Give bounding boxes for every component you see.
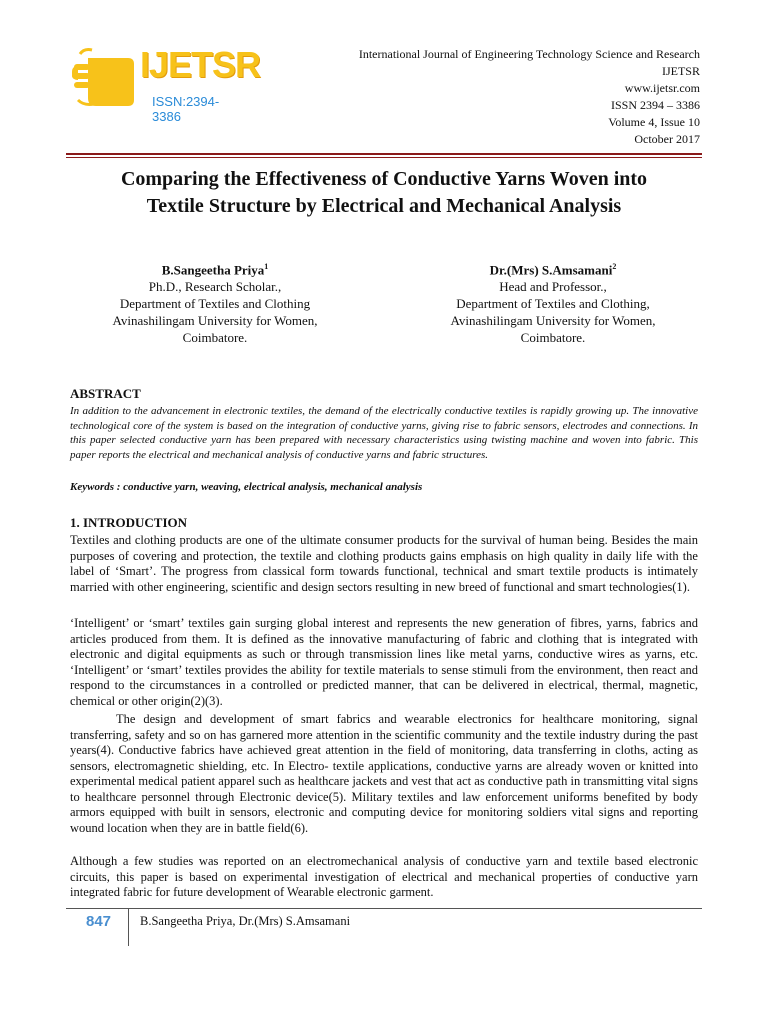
keywords: Keywords : conductive yarn, weaving, electrical analysis, mechanical analysis	[70, 481, 423, 493]
author-city: Coimbatore.	[520, 330, 586, 346]
author-name: B.Sangeetha Priya$^1$	[161, 262, 269, 278]
author-block-1	[90, 258, 340, 346]
journal-name: International Journal of Engineering Technology Science and Research	[358, 47, 700, 61]
logo-issn: ISSN:2394-3386	[152, 94, 220, 124]
logo-brand: IJETSR	[140, 44, 261, 85]
author-univ: Avinashilingam University for Women,	[450, 313, 656, 329]
journal-abbr: IJETSR	[661, 64, 700, 78]
intro-paragraph-3: The design and development of smart fabrics and wearable electronics for healthcare monitoring, signal transferring, safety and so on has garnered more attention in the scientific community and the textile industry during the past years(4). Conductive fabrics have achieved great attention in the field of monitoring, data transferring in cloths, acting as sensors, electromagnetic shielding, etc. In Electro- textile applications, conductive yarns are already woven or knitted into experimental medical patient apparel such as healthcare jackets and vest that act as conductive path in transmitting vital signs to healthcare personnel through Electronic device(5). Military textiles and law enforcement uniforms benefited by body armors equipped with built in sensors, electronic and computing device for monitoring soldiers vital signs and reporting wound location when they are in battle field(6).	[70, 712, 698, 835]
footer-divider	[128, 908, 129, 946]
page-number: 847	[86, 913, 112, 930]
author-block-2	[428, 258, 678, 346]
intro-paragraph-2: ‘Intelligent’ or ‘smart’ textiles gain surging global interest and represents the new generation of fibres, yarns, fabrics and articles produced from them. It is defined as the innovative manufacturing of fabric and clothing that is integrated with electronic and digital equipments as such or through transmission lines like metal yarns, conductive wires as yarns, etc. ‘Intelligent’ or ‘smart’ textiles provides the ability for textile materials to sense stimuli from the environment, then react and respond to the circumstances in a controlled or predicted manner, that can be delivered in electrical, thermal, magnetic, chemical or other origin(2)(3).	[70, 616, 698, 708]
journal-header	[359, 46, 700, 148]
intro-paragraph-4: Although a few studies was reported on an electromechanical analysis of conductive yarn and textile based electronic circuits, this paper is based on experimental investigation of electrical and mechanical properties of conductive yarn integrated fabric for future development of Wearable electronic garment.	[70, 854, 698, 899]
author-role: Head and Professor.,	[499, 279, 607, 295]
footer-authors: B.Sangeetha Priya, Dr.(Mrs) S.Amsamani	[140, 914, 351, 928]
paper-title-line1: Comparing the Effectiveness of Conductive Yarns Woven into	[120, 168, 648, 190]
intro-paragraph-1: Textiles and clothing products are one of the ultimate consumer products for the survival of human being. Besides the main purposes of covering and protection, the textile and clothing products gains emphasis on high quality in daily life with the label of ‘Smart’. The progress from classical form towards functional, technical and smart textile products is intimately married with other engineering, scientific and design sectors resulting in new breed of functional and smart technologies(1).	[70, 533, 698, 594]
author-dept: Department of Textiles and Clothing	[119, 296, 311, 312]
header-rule-thin	[66, 157, 702, 158]
author-role: Ph.D., Research Scholar.,	[148, 279, 282, 295]
journal-logo	[68, 44, 261, 124]
journal-date: October 2017	[634, 132, 700, 146]
author-univ: Avinashilingam University for Women,	[112, 313, 318, 329]
abstract-heading: ABSTRACT	[70, 386, 141, 401]
author-city: Coimbatore.	[182, 330, 248, 346]
abstract-body: In addition to the advancement in electronic textiles, the demand of the electrically conductive textiles is rapidly growing up. The innovative technological core of the system is based on the integration of conductive yarns, giving rise to fabric sensors, electrodes and connections. In this paper selected conductive yarn has been prepared with necessary characteristics using twisting machine and woven into fabric. This paper reports the electrical and mechanical analysis of conductive yarns and fabric structures.	[70, 405, 698, 461]
header-rule	[66, 153, 702, 155]
journal-issn: ISSN 2394 – 3386	[610, 98, 700, 112]
journal-url[interactable]: www.ijetsr.com	[624, 81, 700, 95]
footer-rule	[66, 908, 702, 909]
paper-title-line2: Textile Structure by Electrical and Mechanical Analysis	[146, 195, 622, 217]
paper-title	[60, 166, 708, 220]
intro-heading: 1. INTRODUCTION	[70, 515, 188, 530]
author-dept: Department of Textiles and Clothing,	[456, 296, 650, 312]
author-name: Dr.(Mrs) S.Amsamani$^2$	[489, 262, 617, 278]
journal-volume: Volume 4, Issue 10	[608, 115, 700, 129]
